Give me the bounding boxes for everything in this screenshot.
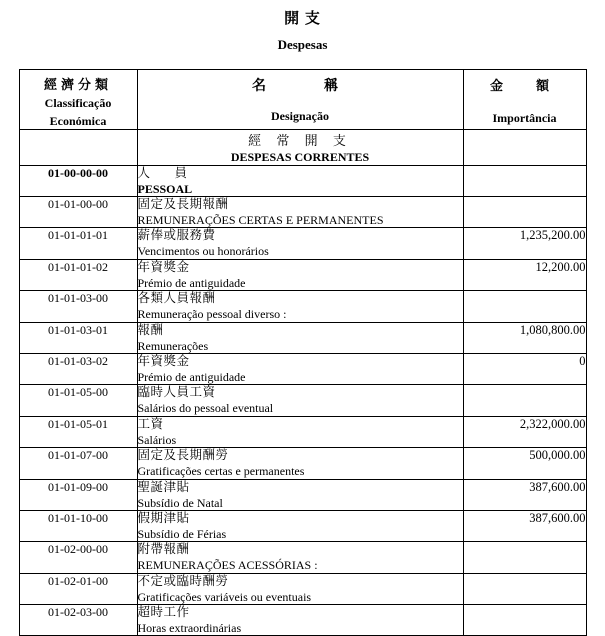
row-amount: 0 <box>463 353 586 384</box>
row-amount: 387,600.00 <box>463 479 586 510</box>
row-designation <box>137 385 463 416</box>
row-code: 01-00-00-00 <box>19 165 137 196</box>
table-row <box>19 479 586 510</box>
table-row <box>19 165 586 196</box>
column-header-code-pt-line1: Classificação <box>44 96 112 110</box>
table-row <box>19 259 586 290</box>
row-designation <box>137 291 463 322</box>
row-amount <box>463 165 586 196</box>
table-row <box>19 573 586 604</box>
row-designation <box>137 416 463 447</box>
row-code: 01-01-03-02 <box>19 353 137 384</box>
table-row <box>19 228 586 259</box>
row-amount: 12,200.00 <box>463 259 586 290</box>
row-amount <box>463 196 586 227</box>
row-designation-pt: Gratificações variáveis ou eventuais <box>137 589 312 604</box>
section-title-amount-cell <box>463 129 586 165</box>
row-designation-pt: Salários <box>137 432 177 447</box>
row-amount: 500,000.00 <box>463 448 586 479</box>
row-designation <box>137 322 463 353</box>
column-header-code-pt-line2: Económica <box>49 113 107 128</box>
table-row <box>19 542 586 573</box>
row-designation <box>137 605 463 636</box>
table-row <box>19 416 586 447</box>
section-title-row <box>19 129 586 165</box>
row-code: 01-01-05-00 <box>19 385 137 416</box>
column-header-amount-pt: Importância <box>492 111 557 125</box>
row-amount <box>463 605 586 636</box>
row-designation-pt: Salários do pessoal eventual <box>137 401 274 416</box>
table-row <box>19 353 586 384</box>
row-designation-pt: PESSOAL <box>137 181 193 196</box>
row-designation-zh: 各類人員報酬 <box>137 291 216 306</box>
row-code: 01-02-03-00 <box>19 605 137 636</box>
row-designation-pt: REMUNERAÇÕES ACESSÓRIAS : <box>137 558 318 573</box>
column-header-designation <box>137 70 463 130</box>
row-designation-pt: Gratificações certas e permanentes <box>137 464 305 479</box>
row-designation-zh: 年資獎金 <box>137 353 190 368</box>
row-designation <box>137 448 463 479</box>
row-amount: 2,322,000.00 <box>463 416 586 447</box>
row-designation <box>137 573 463 604</box>
table-row <box>19 510 586 541</box>
row-amount <box>463 573 586 604</box>
table-row <box>19 385 586 416</box>
row-designation-zh: 不定或臨時酬勞 <box>137 573 229 588</box>
row-designation <box>137 228 463 259</box>
row-designation-pt: Prémio de antiguidade <box>137 369 246 384</box>
row-designation-zh: 工資 <box>137 416 164 431</box>
column-header-designation-pt: Designação <box>271 109 329 123</box>
row-code: 01-01-00-00 <box>19 196 137 227</box>
row-designation <box>137 259 463 290</box>
row-designation-pt: Prémio de antiguidade <box>137 275 246 290</box>
row-code: 01-01-10-00 <box>19 510 137 541</box>
row-designation <box>137 542 463 573</box>
row-designation-zh: 臨時人員工資 <box>137 385 216 400</box>
table-row <box>19 196 586 227</box>
column-header-code-zh: 經濟分類 <box>43 77 112 92</box>
row-designation-pt: Horas extraordinárias <box>137 621 242 636</box>
row-designation-pt: Remuneração pessoal diverso : <box>137 307 287 322</box>
page-title: 開 支 <box>284 11 321 27</box>
row-amount <box>463 291 586 322</box>
row-amount: 387,600.00 <box>463 510 586 541</box>
row-designation-pt: Remunerações <box>137 338 209 353</box>
table-row <box>19 605 586 636</box>
row-amount: 1,080,800.00 <box>463 322 586 353</box>
table-row <box>19 322 586 353</box>
row-code: 01-01-09-00 <box>19 479 137 510</box>
row-designation-zh: 附帶報酬 <box>137 542 190 557</box>
row-amount <box>463 542 586 573</box>
row-designation <box>137 510 463 541</box>
column-header-code <box>19 70 137 130</box>
row-designation <box>137 165 463 196</box>
document-page <box>0 7 605 636</box>
row-designation-pt: Vencimentos ou honorários <box>137 244 269 259</box>
row-code: 01-02-01-00 <box>19 573 137 604</box>
row-code: 01-01-07-00 <box>19 448 137 479</box>
row-designation-zh: 固定及長期酬勞 <box>137 448 229 463</box>
section-title-zh: 經 常 開 支 <box>248 132 352 148</box>
row-designation <box>137 479 463 510</box>
table-body <box>19 129 586 636</box>
table-header-row <box>19 70 586 130</box>
table-row <box>19 448 586 479</box>
row-designation-zh: 人 員 <box>137 165 194 180</box>
row-designation-zh: 假期津貼 <box>137 510 190 525</box>
row-code: 01-01-01-01 <box>19 228 137 259</box>
row-designation <box>137 353 463 384</box>
row-amount <box>463 385 586 416</box>
row-code: 01-01-03-00 <box>19 291 137 322</box>
row-code: 01-01-03-01 <box>19 322 137 353</box>
row-designation-pt: Subsídio de Férias <box>137 526 227 541</box>
table-row <box>19 291 586 322</box>
budget-table <box>19 69 587 636</box>
row-designation-zh: 年資獎金 <box>137 259 190 274</box>
page-subtitle: Despesas <box>277 37 328 52</box>
row-designation-zh: 固定及長期報酬 <box>137 196 229 211</box>
row-code: 01-01-01-02 <box>19 259 137 290</box>
row-code: 01-02-00-00 <box>19 542 137 573</box>
row-code: 01-01-05-01 <box>19 416 137 447</box>
section-title-code-cell <box>19 129 137 165</box>
row-designation-zh: 薪俸或服務費 <box>137 228 216 243</box>
row-designation-zh: 報酬 <box>137 322 164 337</box>
row-designation <box>137 196 463 227</box>
row-designation-zh: 超時工作 <box>137 605 190 620</box>
column-header-designation-zh: 名 稱 <box>252 79 348 94</box>
column-header-amount <box>463 70 586 130</box>
section-title-cell <box>137 129 463 165</box>
row-amount: 1,235,200.00 <box>463 228 586 259</box>
row-designation-pt: Subsídio de Natal <box>137 495 223 510</box>
row-designation-zh: 聖誕津貼 <box>137 479 190 494</box>
column-header-amount-zh: 金 額 <box>489 78 559 93</box>
section-title-pt: DESPESAS CORRENTES <box>230 149 370 164</box>
row-designation-pt: REMUNERAÇÕES CERTAS E PERMANENTES <box>137 212 384 227</box>
